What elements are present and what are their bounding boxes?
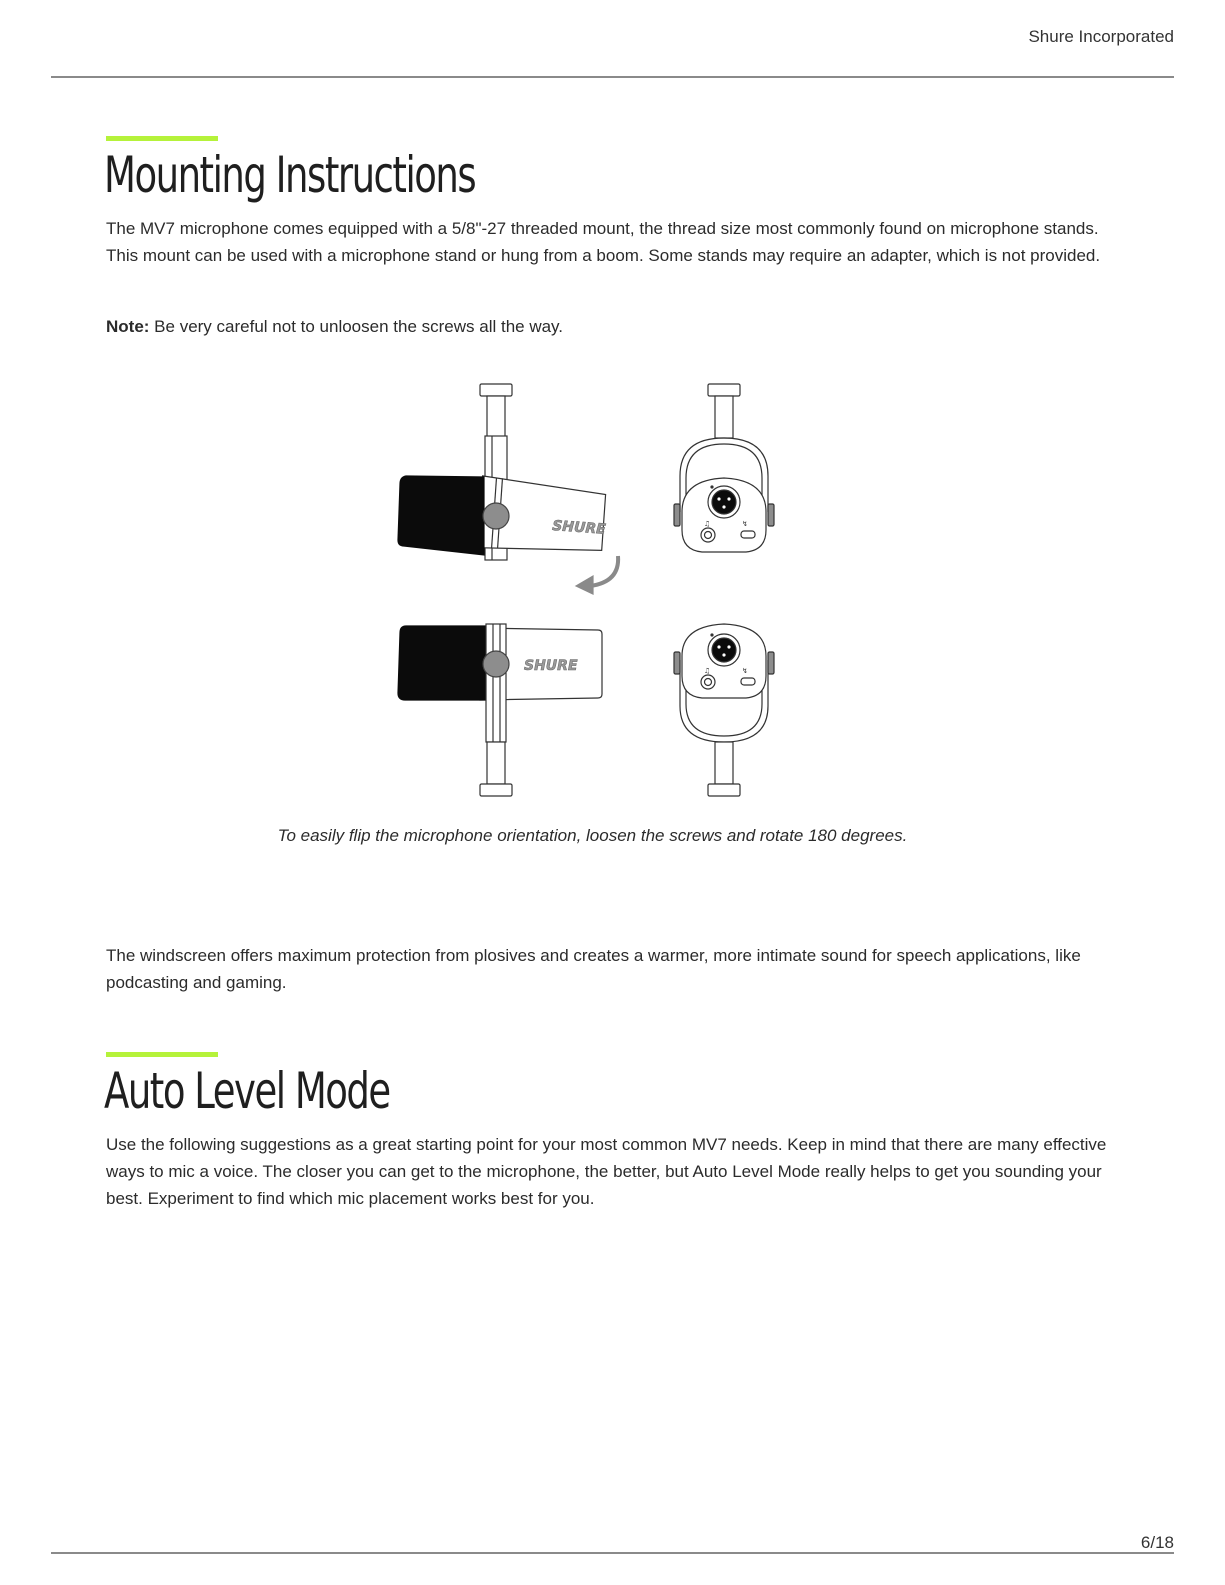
microphone-flip-illustration xyxy=(380,380,800,808)
header-divider xyxy=(51,76,1174,78)
mounting-intro-paragraph: The MV7 microphone comes equipped with a 5/8"-27 threaded mount, the thread size most commonly found on microphone stands. This mount can be used with a microphone stand or hung from a boom. Some stands may require an adapter, which is not provided. xyxy=(106,219,1101,265)
figure-caption: To easily flip the microphone orientation, loosen the screws and rotate 180 degrees. xyxy=(277,826,908,845)
note-text: Be very careful not to unloosen the screws all the way. xyxy=(149,317,564,336)
footer-divider xyxy=(51,1552,1174,1554)
section-accent-bar xyxy=(106,1052,218,1057)
mounting-note xyxy=(106,313,1121,340)
windscreen-paragraph: The windscreen offers maximum protection from plosives and creates a warmer, more intimate sound for speech applications, like podcasting and gaming. xyxy=(106,946,1081,992)
section-title-mounting-instructions: Mounting Instructions xyxy=(104,146,476,204)
section-title-auto-level-mode: Auto Level Mode xyxy=(104,1062,390,1120)
rotate-arrow-icon xyxy=(576,556,618,594)
mic-back-view-top-mount xyxy=(674,384,774,552)
mic-back-view-bottom-mount xyxy=(674,624,774,796)
note-label: Note: xyxy=(106,317,150,336)
svg-text:♫: ♫ xyxy=(704,520,711,528)
svg-text:↯: ↯ xyxy=(742,520,748,528)
page-number: 6/18 xyxy=(1140,1533,1174,1552)
svg-text:↯: ↯ xyxy=(742,667,748,675)
svg-text:♫: ♫ xyxy=(704,667,711,675)
header-company-name: Shure Incorporated xyxy=(1028,27,1174,46)
mic-brand-logo: SHURE xyxy=(551,518,607,538)
section-accent-bar xyxy=(106,136,218,141)
mic-brand-logo-flipped: SHURE xyxy=(524,658,578,674)
auto-level-paragraph: Use the following suggestions as a great starting point for your most common MV7 needs. Keep in mind that there are many effective ways to mic a voice. The closer you can get to the microphone, the better, but Auto Level Mode really helps to get you sounding your best. Experiment to find which mic placement works best for you. xyxy=(106,1135,1107,1208)
mic-side-view-flipped xyxy=(398,624,602,796)
mic-side-view-tilted xyxy=(398,384,607,560)
